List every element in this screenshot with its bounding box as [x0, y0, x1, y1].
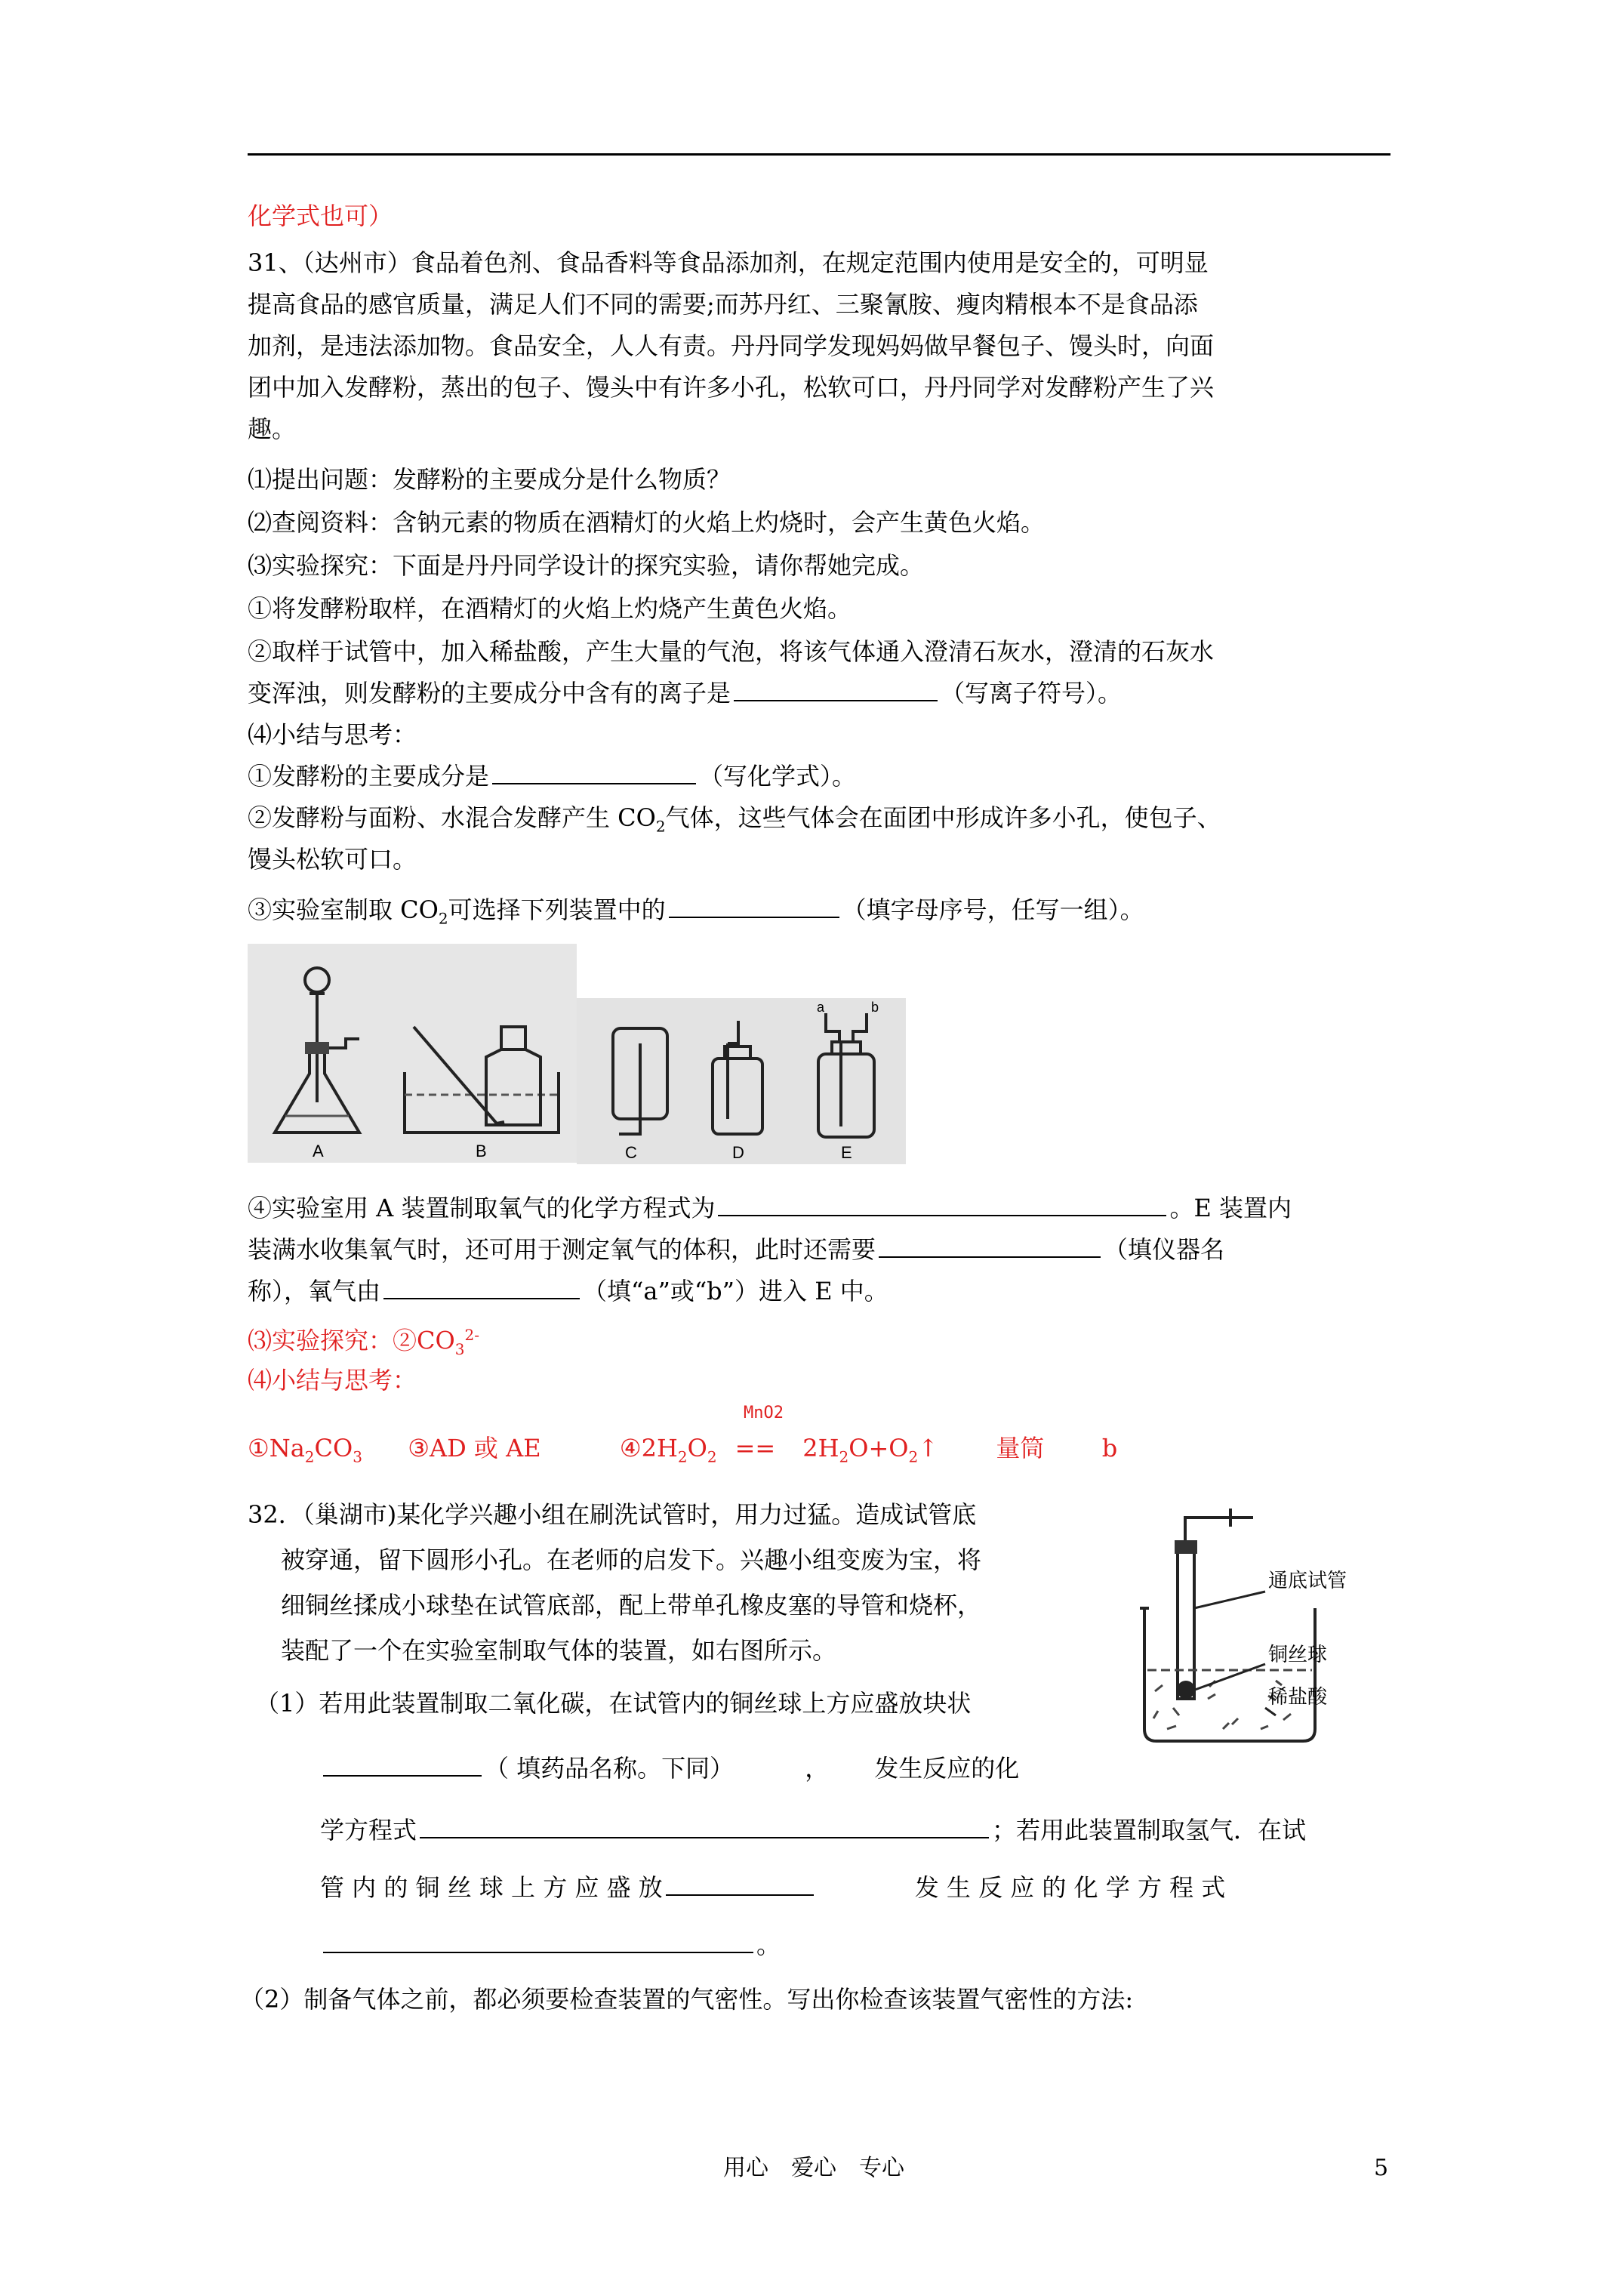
q31-line: ⑵查阅资料：含钠元素的物质在酒精灯的火焰上灼烧时，会产生黄色火焰。 [248, 508, 1046, 537]
answer-na2co3: $①Na_2CO_3$ [248, 1434, 362, 1466]
q31-line-inlet: 称），氧气由 （填“a”或“b”）进入 E 中。 [248, 1277, 888, 1305]
q31-line-ion: 变浑浊，则发酵粉的主要成分中含有的离子是 （写离子符号）。 [248, 679, 1123, 707]
q32-part1-line: （1）若用此装置制取二氧化碳，在试管内的铜丝球上方应盛放块状 [255, 1689, 972, 1718]
q32-part2-line: （2）制备气体之前，都必须要检查装置的气密性。写出你检查该装置气密性的方法: [240, 1985, 1134, 2014]
q31-line-co2: ②发酵粉与面粉、水混合发酵产生 $CO_2$气体，这些气体会在面团中形成许多小孔，使包子、 [248, 803, 1221, 836]
q31-line-apparatus: ③实验室制取 $CO_2$可选择下列装置中的 （填字母序号，任写一组）。 [248, 895, 1144, 928]
q31-line: ⑴提出问题：发酵粉的主要成分是什么物质？ [248, 465, 731, 494]
q31-summary-heading: ⑷小结与思考： [248, 720, 417, 749]
apparatus-cde-svg [577, 998, 906, 1164]
q32-line-equation: 学方程式 ；若用此装置制取氢气．在试 [320, 1816, 1307, 1845]
hydrogen-equation-blank[interactable] [323, 1929, 753, 1953]
label-dilute-hcl: 稀盐酸 [1268, 1686, 1328, 1709]
answer-summary-heading: ⑷小结与思考： [248, 1366, 417, 1395]
reagent-answer-blank[interactable] [323, 1752, 482, 1777]
label-a-small: a [817, 1000, 825, 1015]
label-open-tube: 通底试管 [1268, 1570, 1347, 1592]
answer-b: b [1101, 1434, 1118, 1462]
label-e: E [841, 1143, 852, 1162]
q32-line-reagent: （ 填药品名称。下同） ， 发生反应的化 [320, 1750, 1019, 1786]
answer-equation: $④2H_2O_2$ == $2H_2O+O_2↑$ [619, 1434, 939, 1466]
q31-line: ⑶实验探究：下面是丹丹同学设计的探究实验，请你帮她完成。 [248, 551, 925, 580]
q31-line-equation: ④实验室用 A 装置制取氧气的化学方程式为 。E 装置内 [248, 1194, 1292, 1222]
formula-answer-blank[interactable] [492, 760, 696, 784]
equation-answer-blank[interactable] [718, 1192, 1166, 1216]
answer-cylinder: 量筒 [996, 1434, 1045, 1462]
label-copper-ball: 铜丝球 [1268, 1644, 1328, 1666]
q31-line: 馒头松软可口。 [248, 845, 417, 874]
answer-line-results [248, 1430, 1117, 1475]
q31-line: 趣。 [248, 415, 297, 443]
q31-line: 加剂，是违法添加物。食品安全，人人有责。丹丹同学发现妈妈做早餐包子、馒头时，向面 [248, 331, 1215, 360]
answer-line-ion: ⑶实验探究：$②CO_3^{2-}$ [248, 1326, 479, 1359]
instrument-answer-blank[interactable] [879, 1234, 1101, 1258]
label-d: D [732, 1143, 744, 1162]
ion-answer-blank[interactable] [734, 677, 938, 701]
q31-line: ②取样于试管中，加入稀盐酸，产生大量的气泡，将该气体通入澄清石灰水，澄清的石灰水 [248, 637, 1215, 666]
label-c: C [625, 1143, 637, 1162]
apparatus-ab-svg [248, 944, 577, 1163]
previous-answer-continuation: 化学式也可） [248, 202, 393, 230]
label-b: B [476, 1142, 487, 1160]
answer-ad-ae: ③AD 或 AE [408, 1434, 541, 1462]
q32-line-hydrogen: 管 内 的 铜 丝 球 上 方 应 盛 放 发 生 反 应 的 化 学 方 程 式 [320, 1873, 1226, 1902]
q31-line-instrument: 装满水收集氧气时，还可用于测定氧气的体积，此时还需要 （填仪器名 [248, 1235, 1225, 1264]
apparatus-figure-cde [577, 998, 906, 1164]
catalyst-label: MnO2 [744, 1404, 784, 1422]
q31-line: 31、（达州市）食品着色剂、食品香料等食品添加剂，在规定范围内使用是安全的，可明显 [248, 248, 1209, 277]
co2-equation-blank[interactable] [420, 1814, 989, 1838]
q32-line: 装配了一个在实验室制取气体的装置，如右图所示。 [281, 1636, 837, 1665]
q31-line: 团中加入发酵粉，蒸出的包子、馒头中有许多小孔，松软可口，丹丹同学对发酵粉产生了兴 [248, 373, 1215, 402]
inlet-answer-blank[interactable] [383, 1275, 580, 1299]
q31-line: ①将发酵粉取样，在酒精灯的火焰上灼烧产生黄色火焰。 [248, 594, 852, 623]
hydrogen-reagent-blank[interactable] [666, 1872, 814, 1896]
header-rule [248, 153, 1390, 156]
q31-line-formula: ①发酵粉的主要成分是 （写化学式）。 [248, 762, 857, 791]
q32-line: 细铜丝揉成小球垫在试管底部，配上带单孔橡皮塞的导管和烧杯， [281, 1591, 982, 1620]
footer-motto: 用心 爱心 专心 [723, 2155, 904, 2181]
apparatus-figure-ab [248, 944, 577, 1163]
q31-line: 提高食品的感官质量，满足人们不同的需要;而苏丹红、三聚氰胺、瘦肉精根本不是食品添 [248, 290, 1198, 319]
gas-generator-figure [1125, 1502, 1404, 1752]
apparatus-answer-blank[interactable] [669, 894, 839, 918]
label-a: A [313, 1142, 324, 1160]
q32-line-end: 。 [320, 1927, 781, 1963]
gas-generator-svg [1125, 1502, 1404, 1752]
label-b-small: b [871, 1000, 879, 1015]
page-number: 5 [1374, 2155, 1389, 2181]
q32-line: 32．（巢湖市)某化学兴趣小组在刷洗试管时，用力过猛。造成试管底 [248, 1500, 977, 1529]
q32-line: 被穿通，留下圆形小孔。在老师的启发下。兴趣小组变废为宝，将 [281, 1546, 982, 1574]
